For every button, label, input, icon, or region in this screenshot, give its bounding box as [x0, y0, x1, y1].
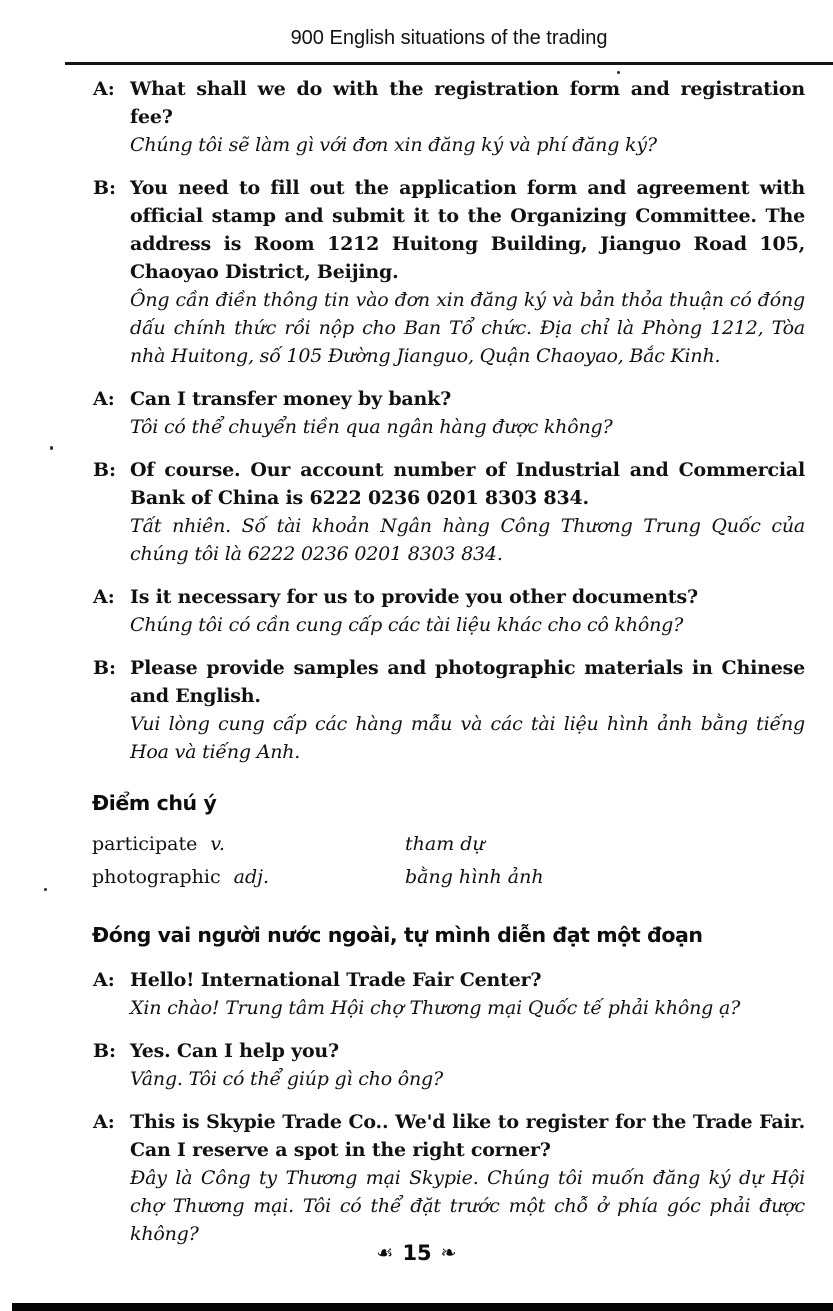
vocab-word: photographic — [92, 866, 221, 888]
turn-body — [130, 583, 805, 639]
english-line: You need to fill out the application form and agreement with official stamp and submit it to the Organizing Committee. The address is Room 1212 Huitong Building, Jianguo Road 105, Chaoyao District, Beijing. — [130, 177, 805, 283]
scan-speck — [44, 888, 47, 891]
vocab-translation: bằng hình ảnh — [405, 866, 544, 888]
dialogue-turn — [93, 1037, 805, 1093]
vocab-part-of-speech: adj. — [233, 866, 270, 888]
vietnamese-translation: Ông cần điền thông tin vào đơn xin đăng ký và bản thỏa thuận có đóng dấu chính thức rồi nộp cho Ban Tổ chức. Địa chỉ là Phòng 1212, Tòa nhà Huitong, số 105 Đường Jianguo, Quận Chaoyao, Bắc Kinh. — [130, 289, 805, 367]
dialogue-turn — [93, 174, 805, 370]
english-line: What shall we do with the registration form and registration fee? — [130, 78, 805, 128]
page-header — [0, 0, 833, 65]
dialogue-turn — [93, 385, 805, 441]
vocab-row — [92, 861, 805, 894]
dialogue-turn — [93, 654, 805, 766]
footer-ornament-group — [376, 1240, 456, 1266]
scan-speck — [50, 446, 53, 450]
vietnamese-translation: Tôi có thể chuyển tiền qua ngân hàng được không? — [130, 416, 613, 438]
right-floral-ornament-icon: ❧ — [440, 1242, 457, 1264]
vocab-word-cell — [92, 861, 405, 894]
turn-body — [130, 654, 805, 766]
dialogue-turn — [93, 966, 805, 1022]
vietnamese-translation: Tất nhiên. Số tài khoản Ngân hàng Công Thương Trung Quốc của chúng tôi là 6222 0236 0201 8303 834. — [130, 515, 805, 565]
speaker-label: A: — [93, 586, 115, 608]
dialogue-section — [93, 75, 805, 766]
practice-dialogue-section — [93, 966, 805, 1248]
vietnamese-translation: Chúng tôi có cần cung cấp các tài liệu khác cho cô không? — [130, 614, 684, 636]
speaker-label: A: — [93, 78, 115, 100]
page-footer — [0, 1240, 833, 1266]
vocab-word-cell — [92, 828, 405, 861]
english-line: Please provide samples and photographic materials in Chinese and English. — [130, 657, 805, 707]
page-number: 15 — [402, 1241, 432, 1265]
vocab-row — [92, 828, 805, 861]
speaker-label: A: — [93, 1111, 115, 1133]
vocab-list — [92, 828, 805, 894]
speaker-label: B: — [93, 1040, 117, 1062]
english-line: Is it necessary for us to provide you other documents? — [130, 586, 698, 608]
notes-heading: Điểm chú ý — [92, 791, 217, 815]
dialogue-turn — [93, 75, 805, 159]
speaker-label: A: — [93, 388, 115, 410]
english-line: Of course. Our account number of Industrial and Commercial Bank of China is 6222 0236 0201 8303 834. — [130, 459, 805, 509]
english-line: Can I transfer money by bank? — [130, 388, 452, 410]
english-line: Hello! International Trade Fair Center? — [130, 969, 542, 991]
english-line: Yes. Can I help you? — [130, 1040, 339, 1062]
english-line: This is Skypie Trade Co.. We'd like to register for the Trade Fair. Can I reserve a spot in the right corner? — [130, 1111, 805, 1161]
header-rule — [65, 62, 833, 65]
turn-body — [130, 1108, 805, 1248]
practice-heading: Đóng vai người nước ngoài, tự mình diễn đạt một đoạn — [92, 923, 703, 947]
speaker-label: B: — [93, 459, 117, 481]
vietnamese-translation: Vâng. Tôi có thể giúp gì cho ông? — [130, 1068, 443, 1090]
dialogue-turn — [93, 583, 805, 639]
turn-body — [130, 385, 805, 441]
vocab-translation: tham dự — [405, 833, 485, 855]
vietnamese-translation: Xin chào! Trung tâm Hội chợ Thương mại Quốc tế phải không ạ? — [130, 997, 741, 1019]
vietnamese-translation: Chúng tôi sẽ làm gì với đơn xin đăng ký và phí đăng ký? — [130, 134, 657, 156]
turn-body — [130, 75, 805, 159]
turn-body — [130, 1037, 805, 1093]
turn-body — [130, 456, 805, 568]
vocab-part-of-speech: v. — [210, 833, 225, 855]
vietnamese-translation: Đây là Công ty Thương mại Skypie. Chúng tôi muốn đăng ký dự Hội chợ Thương mại. Tôi có thể đặt trước một chỗ ở phía góc phải được không? — [130, 1167, 805, 1245]
turn-body — [130, 174, 805, 370]
turn-body — [130, 966, 805, 1022]
vocab-word: participate — [92, 833, 198, 855]
vietnamese-translation: Vui lòng cung cấp các hàng mẫu và các tài liệu hình ảnh bằng tiếng Hoa và tiếng Anh. — [130, 713, 805, 763]
dialogue-turn — [93, 456, 805, 568]
speaker-label: A: — [93, 969, 115, 991]
speaker-label: B: — [93, 177, 117, 199]
dialogue-turn — [93, 1108, 805, 1248]
scan-speck — [617, 71, 620, 74]
scan-edge-bar — [12, 1303, 833, 1311]
speaker-label: B: — [93, 657, 117, 679]
left-floral-ornament-icon: ☙ — [376, 1242, 394, 1264]
running-title: 900 English situations of the trading — [290, 27, 608, 49]
